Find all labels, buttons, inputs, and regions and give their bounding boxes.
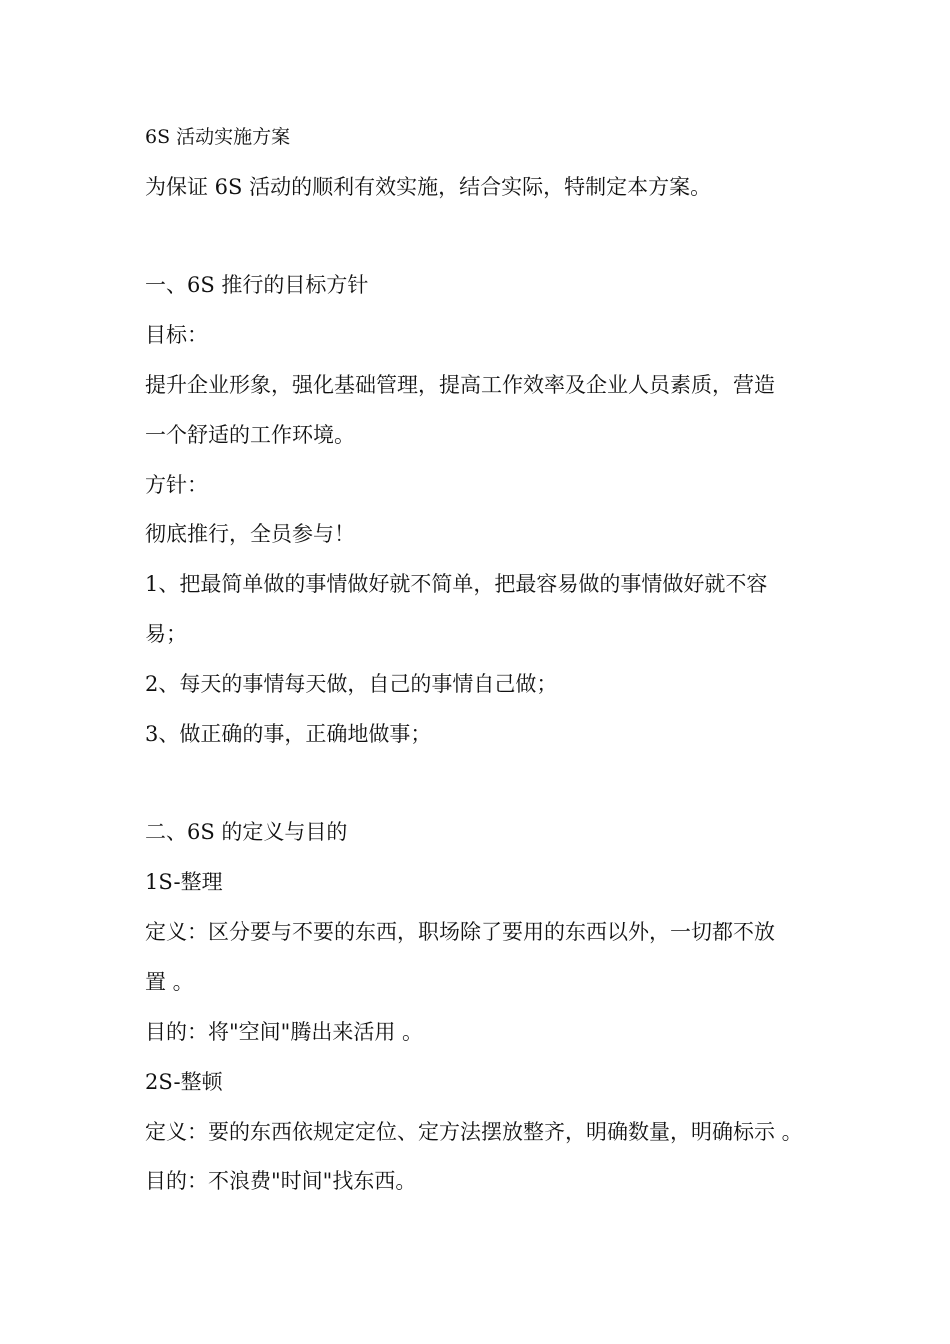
s1-definition-line-1: 定义：区分要与不要的东西，职场除了要用的东西以外，一切都不放 bbox=[145, 920, 775, 944]
s1-purpose: 目的：将"空间"腾出来活用 。 bbox=[145, 1020, 423, 1044]
policy-label: 方针： bbox=[145, 473, 208, 497]
policy-item-1-line-2: 易； bbox=[145, 622, 187, 646]
s2-heading: 2S-整顿 bbox=[145, 1070, 223, 1094]
policy-text: 彻底推行，全员参与！ bbox=[145, 522, 355, 546]
s2-purpose: 目的：不浪费"时间"找东西。 bbox=[145, 1169, 417, 1193]
section-1-heading: 一、6S 推行的目标方针 bbox=[145, 273, 369, 297]
s1-heading: 1S-整理 bbox=[145, 870, 223, 894]
document-title: 6S 活动实施方案 bbox=[145, 126, 291, 148]
policy-item-3: 3、做正确的事，正确地做事； bbox=[145, 722, 432, 746]
goal-text-line-2: 一个舒适的工作环境。 bbox=[145, 423, 355, 447]
policy-item-2: 2、每天的事情每天做，自己的事情自己做； bbox=[145, 672, 558, 696]
goal-text-line-1: 提升企业形象，强化基础管理，提高工作效率及企业人员素质，营造 bbox=[145, 373, 775, 397]
goal-label: 目标： bbox=[145, 323, 208, 347]
section-2-heading: 二、6S 的定义与目的 bbox=[145, 820, 348, 844]
s2-definition: 定义：要的东西依规定定位、定方法摆放整齐，明确数量，明确标示 。 bbox=[145, 1120, 803, 1144]
s1-definition-line-2: 置 。 bbox=[145, 970, 194, 994]
policy-item-1-line-1: 1、把最简单做的事情做好就不简单，把最容易做的事情做好就不容 bbox=[145, 572, 768, 596]
intro-paragraph: 为保证 6S 活动的顺利有效实施，结合实际，特制定本方案。 bbox=[145, 175, 712, 199]
